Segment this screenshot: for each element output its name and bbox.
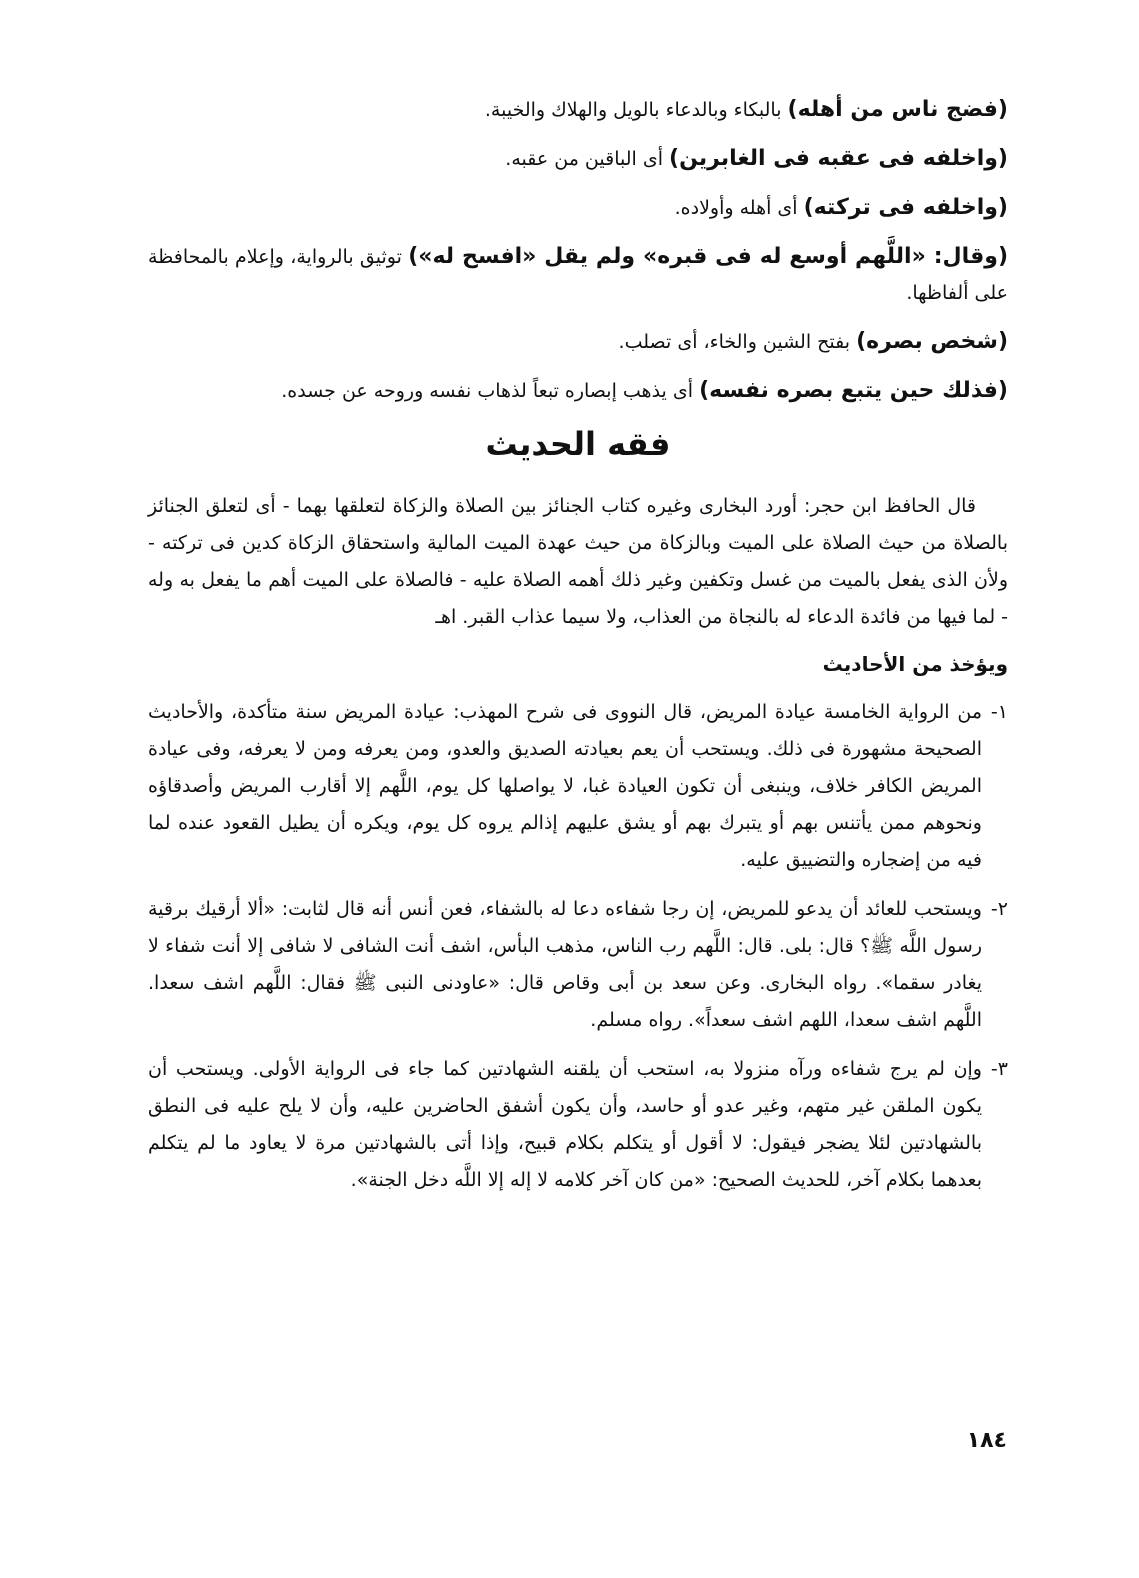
gloss-entry (148, 92, 1008, 128)
book-page-content (148, 92, 1008, 1211)
point-number: ٢- (990, 898, 1008, 920)
subheading: ويؤخذ من الأحاديث (822, 652, 1008, 676)
numbered-point (148, 694, 1008, 879)
gloss-explanation: بالبكاء وبالدعاء بالويل والهلاك والخيبة. (484, 99, 788, 121)
gloss-explanation: أى الباقين من عقبه. (505, 148, 670, 170)
gloss-term: (واخلفه فى عقبه فى الغابرين) (669, 146, 1008, 171)
point-text: من الرواية الخامسة عيادة المريض، قال النووى فى شرح المهذب: عيادة المريض سنة متأكدة، والأحاديث الصحيحة مشهورة فى ذلك. ويستحب أن يعم بعيادته الصديق والعدو، ومن يعرفه ومن لا يعرفه، وفى عيادة المريض الكافر خلاف، وينبغى أن تكون العيادة غبا، لا يواصلها كل يوم، اللَّهم إلا أقارب المريض وأصدقاؤه ونحوهم ممن يأتنس بهم أو يتبرك بهم أو يشق عليهم إذالم يروه كل يوم، ويكره أن يطيل القعود عنده لما فيه من إضجاره والتضييق عليه. (148, 701, 982, 871)
gloss-entry (148, 141, 1008, 177)
gloss-entry (148, 239, 1008, 311)
gloss-term: (وقال: «اللَّهم أوسع له فى قبره» ولم يقل «افسح له») (408, 244, 1008, 269)
point-text: وإن لم يرج شفاءه ورآه منزولا به، استحب أن يلقنه الشهادتين كما جاء فى الرواية الأولى. ويستحب أن يكون الملقن غير متهم، وغير عدو أو حاسد، وأن يكون أشفق الحاضرين عليه، وأن لا يلح عليه فى النطق بالشهادتين لئلا يضجر فيقول: لا أقول أو يتكلم بكلام قبيح، وإذا أتى بالشهادتين مرة لا يعاود ما لم يتكلم بعدهما بكلام آخر، للحديث الصحيح: «من كان آخر كلامه لا إله إلا اللَّه دخل الجنة». (148, 1058, 982, 1191)
point-number: ٣- (990, 1058, 1008, 1080)
gloss-term: (شخص بصره) (856, 329, 1008, 354)
gloss-term: (واخلفه فى تركته) (803, 195, 1008, 220)
gloss-explanation: توثيق بالرواية، وإعلام بالمحافظة على ألفاظها. (148, 246, 1008, 304)
section-title: فقه الحديث (485, 425, 671, 463)
gloss-term: (فذلك حين يتبع بصره نفسه) (699, 378, 1008, 403)
gloss-explanation: بفتح الشين والخاء، أى تصلب. (618, 331, 857, 353)
gloss-term: (فضج ناس من أهله) (787, 97, 1008, 122)
numbered-point (148, 891, 1008, 1039)
point-number: ١- (990, 701, 1008, 723)
gloss-entry (148, 324, 1008, 360)
page-number: ١٨٤ (966, 1428, 1007, 1453)
point-text: ويستحب للعائد أن يدعو للمريض، إن رجا شفاءه دعا له بالشفاء، فعن أنس أنه قال لثابت: «ألا أرقيك برقية رسول اللَّه ﷺ؟ قال: بلى. قال: اللَّهم رب الناس، مذهب البأس، اشف أنت الشافى لا شافى إلا أنت شفاء لا يغادر سقما». رواه البخارى. وعن سعد بن أبى وقاص قال: «عاودنى النبى ﷺ فقال: اللَّهم اشف سعدا. اللَّهم اشف سعدا، اللهم اشف سعداً». رواه مسلم. (148, 898, 982, 1031)
gloss-explanation: أى يذهب إبصاره تبعاً لذهاب نفسه وروحه عن جسده. (281, 380, 700, 402)
numbered-point (148, 1051, 1008, 1199)
gloss-explanation: أى أهله وأولاده. (674, 197, 804, 219)
gloss-entry (148, 190, 1008, 226)
intro-paragraph: قال الحافظ ابن حجر: أورد البخارى وغيره كتاب الجنائز بين الصلاة والزكاة لتعلقها بهما - أى لتعلق الجنائز بالصلاة من حيث الصلاة على الميت وبالزكاة من حيث عهدة الميت المالية واستحقاق الزكاة كدين فى تركته - ولأن الذى يفعل بالميت من غسل وتكفين وغير ذلك أهمه الصلاة عليه - فالصلاة على الميت أهم ما يفعل به وله - لما فيها من فائدة الدعاء له بالنجاة من العذاب، ولا سيما عذاب القبر. اهـ (148, 495, 1008, 628)
gloss-entry (148, 373, 1008, 409)
